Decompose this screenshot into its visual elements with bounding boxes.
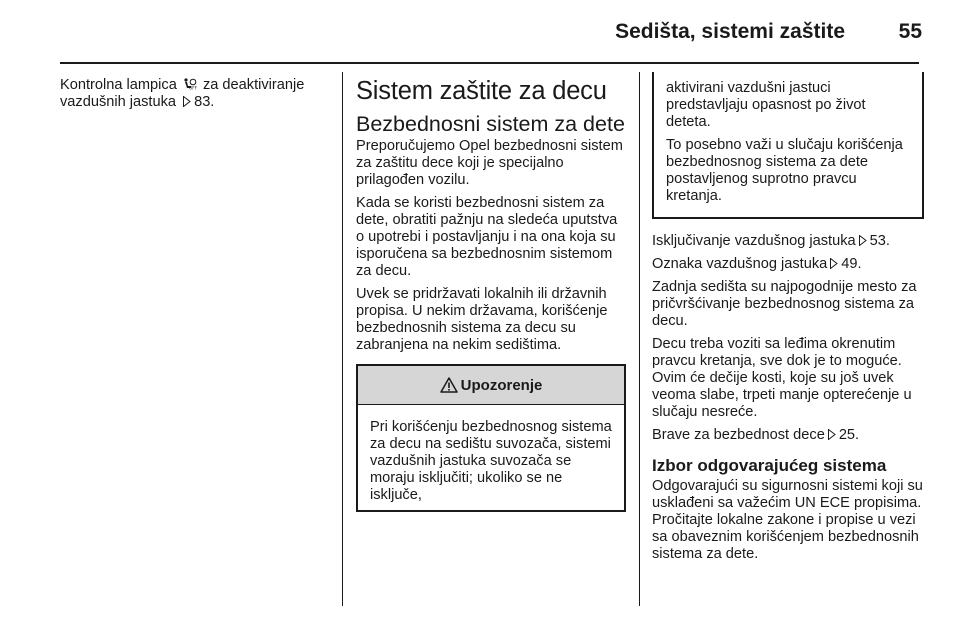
warning-box-continued xyxy=(652,72,924,219)
cross-reference xyxy=(652,233,924,250)
warning-header xyxy=(358,366,624,405)
paragraph: Preporučujemo Opel bezbednosni sistem za zaštitu dece koji je specijalno prilagođen vozilu. xyxy=(356,138,623,188)
warning-text: aktivirani vazdušni jastuci predstavljaju opasnost po život deteta. xyxy=(666,80,866,130)
paragraph xyxy=(60,77,335,111)
cross-reference xyxy=(652,256,924,273)
page-reference[interactable]: 53. xyxy=(869,233,890,249)
text: Brave za bezbednost dece xyxy=(652,427,825,443)
warning-title: Upozorenje xyxy=(460,376,543,394)
reference-arrow-icon xyxy=(830,258,838,269)
page-number: 55 xyxy=(898,20,922,43)
column-divider xyxy=(639,72,640,606)
warning-text: Pri korišćenju bezbednosnog sistema za decu na sedištu suvozača, sistemi vazdušnih jastuka suvozača se moraju isključiti; ukoliko se ne isključe, xyxy=(370,419,612,503)
svg-text:OFF: OFF xyxy=(189,85,197,90)
warning-text: To posebno važi u slučaju korišćenja bezbednosnog sistema za dete postavljenog suprotno pravcu kretanja. xyxy=(666,137,903,204)
paragraph: Uvek se pridržavati lokalnih ili državnih propisa. U nekim državama, korišćenje bezbednosnih sistema za decu su zabranjena na nekim sedištima. xyxy=(356,286,608,353)
warning-body xyxy=(358,405,624,510)
text: Oznaka vazdušnog jastuka xyxy=(652,256,828,272)
subsection-title: Bezbednosni sistem za dete xyxy=(356,112,625,136)
text: Isključivanje vazdušnog jastuka xyxy=(652,233,856,249)
text: Kontrolna lampica xyxy=(60,77,177,93)
column-divider xyxy=(342,72,343,606)
cross-reference xyxy=(652,427,924,444)
reference-arrow-icon xyxy=(859,235,867,246)
paragraph: Zadnja sedišta su najpogodnije mesto za pričvršćivanje bezbednosnog sistema za decu. xyxy=(652,279,917,329)
page-reference[interactable]: 83. xyxy=(194,94,215,110)
header-rule xyxy=(60,62,919,64)
page-reference[interactable]: 49. xyxy=(841,256,862,272)
section-title: Sistem zaštite za decu xyxy=(356,77,607,105)
warning-box xyxy=(356,364,626,512)
column-1 xyxy=(60,77,335,117)
text: za deaktiviranje vazdušnih jastuka xyxy=(60,77,305,110)
page-header-title: Sedišta, sistemi zaštite xyxy=(615,20,845,43)
column-3 xyxy=(652,77,924,569)
airbag-off-icon xyxy=(183,78,197,90)
paragraph: Kada se koristi bezbednosni sistem za dete, obratiti pažnju na sledeća uputstva o upotrebi i postavljanju i na ona koja su isporučena sa bezbednosnim sistemom za decu. xyxy=(356,195,618,279)
subsection-heading: Izbor odgovarajućeg sistema xyxy=(652,456,887,475)
warning-icon xyxy=(440,377,458,393)
column-2 xyxy=(356,77,626,512)
paragraph: Decu treba voziti sa leđima okrenutim pravcu kretanja, sve dok je to moguće. Ovim će dečije kosti, koje su još uvek veoma slabe, trpeti manje opterećenje u slučaju nesreće. xyxy=(652,336,912,420)
page-reference[interactable]: 25. xyxy=(838,427,860,443)
reference-arrow-icon xyxy=(828,429,836,440)
reference-arrow-icon xyxy=(183,96,191,107)
paragraph: Odgovarajući su sigurnosni sistemi koji su usklađeni sa važećim UN ECE propisima. Pročitajte lokalne zakone i propise u vezi sa obaveznim korišćenjem bezbednosnih sistema za dete. xyxy=(652,478,923,562)
